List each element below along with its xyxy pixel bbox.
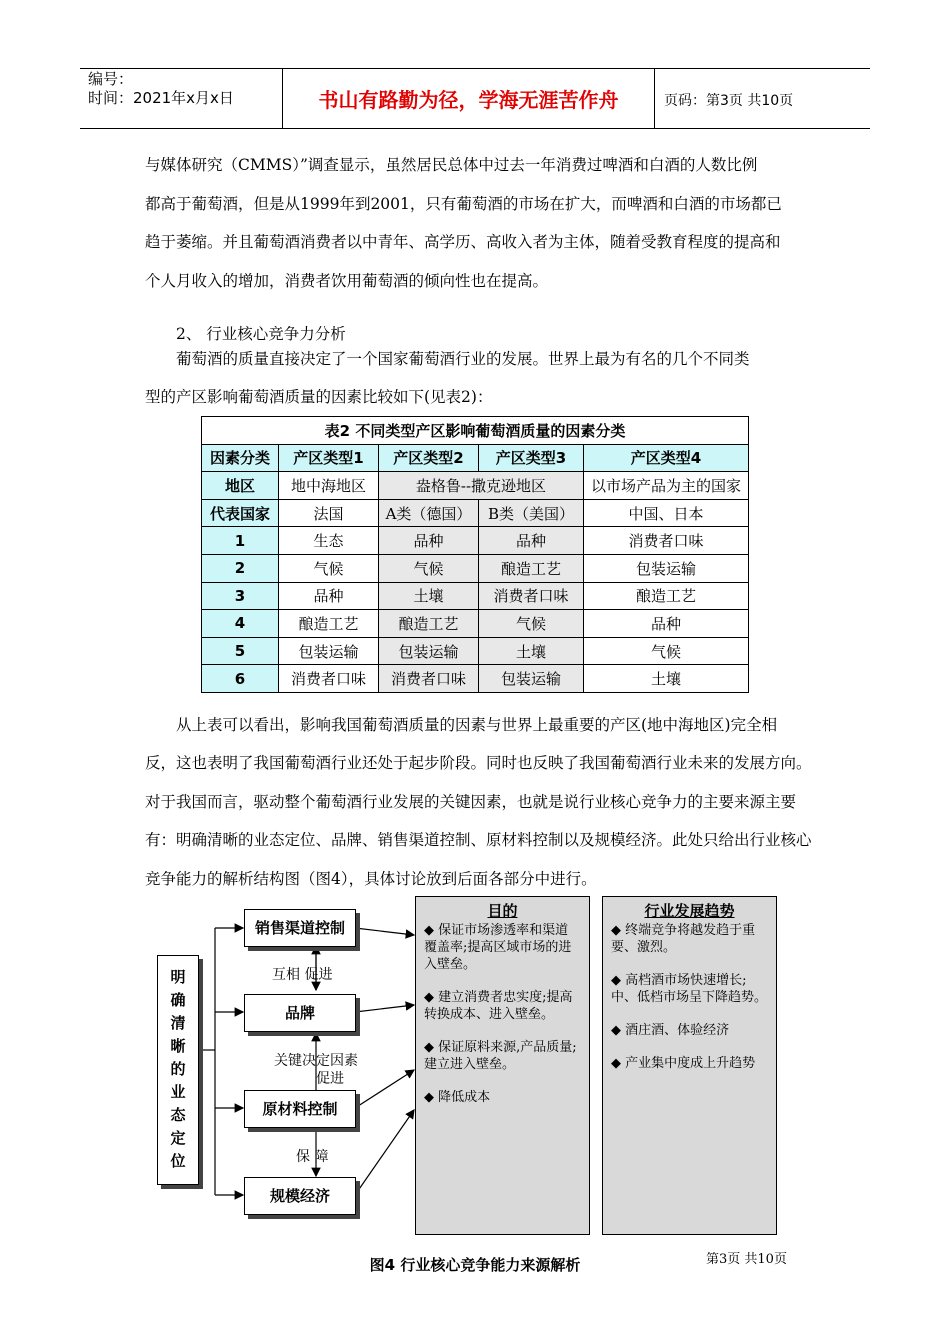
purpose-panel bbox=[415, 896, 590, 1235]
purpose-item: ◆ 保证原料来源,产品质量;建立进入壁垒。 bbox=[424, 1040, 577, 1072]
table-cell: 酿造工艺 bbox=[479, 554, 584, 582]
purpose-item: ◆ 建立消费者忠实度;提高转换成本、进入壁垒。 bbox=[424, 990, 573, 1022]
table-cell: 盎格鲁--撒克逊地区 bbox=[379, 472, 584, 500]
text-line: 对于我国而言，驱动整个葡萄酒行业发展的关键因素，也就是说行业核心竞争力的主要来源主要 bbox=[145, 792, 797, 811]
table-cell: 酿造工艺 bbox=[379, 610, 479, 638]
row-label: 5 bbox=[202, 637, 279, 665]
row-label: 代表国家 bbox=[202, 499, 279, 527]
text-line: 与媒体研究（CMMS）”调查显示，虽然居民总体中过去一年消费过啤酒和白酒的人数比例 bbox=[145, 156, 758, 174]
table-cell: 酿造工艺 bbox=[279, 610, 379, 638]
raw-material-box: 原材料控制 bbox=[244, 1090, 356, 1128]
table-cell: 品种 bbox=[379, 527, 479, 555]
header-motto: 书山有路勤为径，学海无涯苦作舟 bbox=[318, 88, 619, 112]
trend-item: ◆ 高档酒市场快速增长;中、低档市场呈下降趋势。 bbox=[611, 973, 768, 1005]
table-cell: 气候 bbox=[479, 610, 584, 638]
figure-caption: 图4 行业核心竞争能力来源解析 bbox=[369, 1256, 581, 1274]
table-cell: 品种 bbox=[279, 582, 379, 610]
table-cell: 以市场产品为主的国家 bbox=[584, 472, 749, 500]
table-cell: 生态 bbox=[279, 527, 379, 555]
trend-item: ◆ 酒庄酒、体验经济 bbox=[611, 1023, 730, 1038]
table-cell: 气候 bbox=[584, 637, 749, 665]
section-heading: 2、 行业核心竞争力分析 bbox=[176, 325, 346, 343]
table-cell: 酿造工艺 bbox=[584, 582, 749, 610]
table-cell: 品种 bbox=[479, 527, 584, 555]
table-cell: 土壤 bbox=[584, 665, 749, 693]
sales-channel-box: 销售渠道控制 bbox=[244, 909, 356, 947]
table-cell: A类（德国） bbox=[379, 499, 479, 527]
purpose-item: ◆ 降低成本 bbox=[424, 1090, 491, 1105]
table-cell: 消费者口味 bbox=[279, 665, 379, 693]
table-cell: 包装运输 bbox=[279, 637, 379, 665]
trend-item: ◆ 产业集中度成上升趋势 bbox=[611, 1056, 756, 1071]
text-line: 都高于葡萄酒，但是从1999年到2001，只有葡萄酒的市场在扩大，而啤酒和白酒的市场都已 bbox=[145, 194, 782, 213]
table-cell: 土壤 bbox=[479, 637, 584, 665]
table-cell: 消费者口味 bbox=[584, 527, 749, 555]
trend-panel bbox=[602, 896, 777, 1235]
table-cell: 土壤 bbox=[379, 582, 479, 610]
header-page-number: 页码：第3页 共10页 bbox=[664, 93, 794, 109]
table-cell: 消费者口味 bbox=[479, 582, 584, 610]
trend-item: ◆ 终端竞争将越发趋于重要、激烈。 bbox=[611, 923, 756, 955]
table-cell: 消费者口味 bbox=[379, 665, 479, 693]
positioning-box bbox=[157, 955, 199, 1185]
guarantee-label: 保 障 bbox=[296, 1149, 329, 1165]
doc-number-label: 编号： bbox=[88, 70, 134, 88]
table-cell: 地中海地区 bbox=[279, 472, 379, 500]
text-line: 有：明确清晰的业态定位、品牌、销售渠道控制、原材料控制以及规模经济。此处只给出行业核心 bbox=[145, 831, 812, 849]
footer-page-number: 第3页 共10页 bbox=[706, 1252, 787, 1267]
text-line: 个人月收入的增加，消费者饮用葡萄酒的倾向性也在提高。 bbox=[145, 271, 549, 290]
scale-economy-box: 规模经济 bbox=[244, 1177, 356, 1215]
row-label: 1 bbox=[202, 527, 279, 555]
row-label: 4 bbox=[202, 610, 279, 638]
brand-box: 品牌 bbox=[244, 994, 356, 1032]
table-cell: 法国 bbox=[279, 499, 379, 527]
table-cell: 包装运输 bbox=[584, 554, 749, 582]
text-line: 从上表可以看出，影响我国葡萄酒质量的因素与世界上最重要的产区(地中海地区)完全相 bbox=[176, 716, 778, 734]
text-line: 型的产区影响葡萄酒质量的因素比较如下(见表2)： bbox=[145, 388, 493, 406]
mutual-promote-label: 互相 促进 bbox=[272, 967, 333, 983]
purpose-item: ◆ 保证市场渗透率和渠道覆盖率;提高区域市场的进入壁垒。 bbox=[424, 923, 572, 972]
text-line: 趋于萎缩。并且葡萄酒消费者以中青年、高学历、高收入者为主体，随着受教育程度的提高和 bbox=[145, 233, 781, 251]
row-label: 2 bbox=[202, 554, 279, 582]
table-cell: 品种 bbox=[584, 610, 749, 638]
row-label: 6 bbox=[202, 665, 279, 693]
table-cell: 包装运输 bbox=[379, 637, 479, 665]
purpose-title: 目的 bbox=[487, 902, 518, 920]
table-caption: 表2 不同类型产区影响葡萄酒质量的因素分类 bbox=[202, 417, 749, 445]
table-cell: 气候 bbox=[279, 554, 379, 582]
doc-time: 时间：2021年x月x日 bbox=[88, 89, 234, 107]
row-label: 地区 bbox=[202, 472, 279, 500]
table-cell: B类（美国） bbox=[479, 499, 584, 527]
trend-title: 行业发展趋势 bbox=[644, 902, 735, 920]
table-cell: 气候 bbox=[379, 554, 479, 582]
promote-label: 促进 bbox=[316, 1071, 344, 1087]
text-line: 反，这也表明了我国葡萄酒行业还处于起步阶段。同时也反映了我国葡萄酒行业未来的发展方向。 bbox=[145, 754, 812, 772]
header-cell: 产区类型1 bbox=[279, 444, 379, 472]
text-line: 葡萄酒的质量直接决定了一个国家葡萄酒行业的发展。世界上最为有名的几个不同类 bbox=[176, 350, 750, 368]
header-cell: 产区类型3 bbox=[479, 444, 584, 472]
text-line: 竞争能力的解析结构图（图4），具体讨论放到后面各部分中进行。 bbox=[145, 869, 597, 888]
key-factor-label: 关键决定因素 bbox=[274, 1053, 358, 1069]
header-cell: 因素分类 bbox=[202, 444, 279, 472]
header-cell: 产区类型4 bbox=[584, 444, 749, 472]
header-cell: 产区类型2 bbox=[379, 444, 479, 472]
positioning-label: 明确清晰的业态定位 bbox=[170, 968, 186, 1170]
row-label: 3 bbox=[202, 582, 279, 610]
table-cell: 包装运输 bbox=[479, 665, 584, 693]
table-cell: 中国、日本 bbox=[584, 499, 749, 527]
